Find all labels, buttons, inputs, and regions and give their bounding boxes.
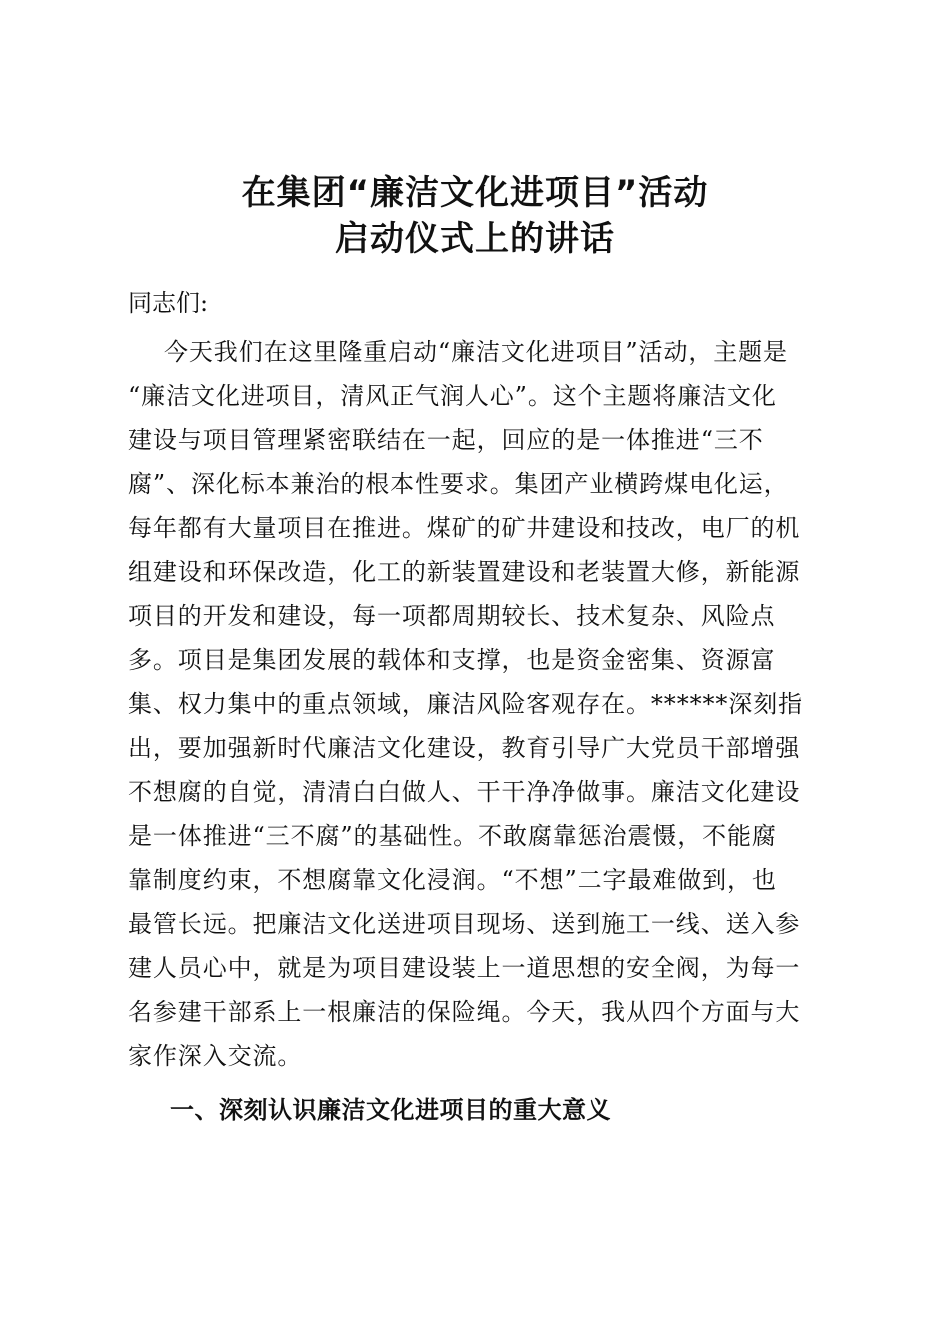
paragraph-line: 名参建干部系上一根廉洁的保险绳。今天，我从四个方面与大 — [128, 998, 801, 1026]
paragraph-line: 每年都有大量项目在推进。煤矿的矿井建设和技改，电厂的机 — [128, 514, 801, 542]
paragraph-line: 多。项目是集团发展的载体和支撑，也是资金密集、资源富 — [128, 646, 776, 674]
paragraph-line: 建人员心中，就是为项目建设装上一道思想的安全阀，为每一 — [128, 954, 801, 982]
document-title-line-2: 启动仪式上的讲话 — [335, 219, 615, 259]
paragraph-line: 最管长远。把廉洁文化送进项目现场、送到施工一线、送入参 — [128, 910, 801, 938]
paragraph-line: 靠制度约束，不想腐靠文化浸润。“不想”二字最难做到，也 — [128, 866, 777, 894]
section-heading-1: 一、深刻认识廉洁文化进项目的重大意义 — [170, 1096, 611, 1124]
paragraph-line: “廉洁文化进项目，清风正气润人心”。这个主题将廉洁文化 — [128, 382, 777, 410]
paragraph-line: 出，要加强新时代廉洁文化建设，教育引导广大党员干部增强 — [128, 734, 801, 762]
paragraph-line: 今天我们在这里隆重启动“廉洁文化进项目”活动，主题是 — [164, 338, 788, 366]
paragraph-line: 腐”、深化标本兼治的根本性要求。集团产业横跨煤电化运， — [128, 470, 789, 498]
paragraph-line: 不想腐的自觉，清清白白做人、干干净净做事。廉洁文化建设 — [128, 778, 801, 806]
paragraph-line: 是一体推进“三不腐”的基础性。不敢腐靠惩治震慑，不能腐 — [128, 822, 777, 850]
salutation: 同志们: — [128, 289, 209, 317]
paragraph-line: 建设与项目管理紧密联结在一起，回应的是一体推进“三不 — [128, 426, 764, 454]
paragraph-line: 家作深入交流。 — [128, 1042, 303, 1070]
paragraph-line: 项目的开发和建设，每一项都周期较长、技术复杂、风险点 — [128, 602, 776, 630]
paragraph-line: 组建设和环保改造，化工的新装置建设和老装置大修，新能源 — [128, 558, 801, 586]
document-title-line-1: 在集团“廉洁文化进项目”活动 — [241, 173, 709, 213]
paragraph-line: 集、权力集中的重点领域，廉洁风险客观存在。******深刻指 — [128, 690, 803, 718]
